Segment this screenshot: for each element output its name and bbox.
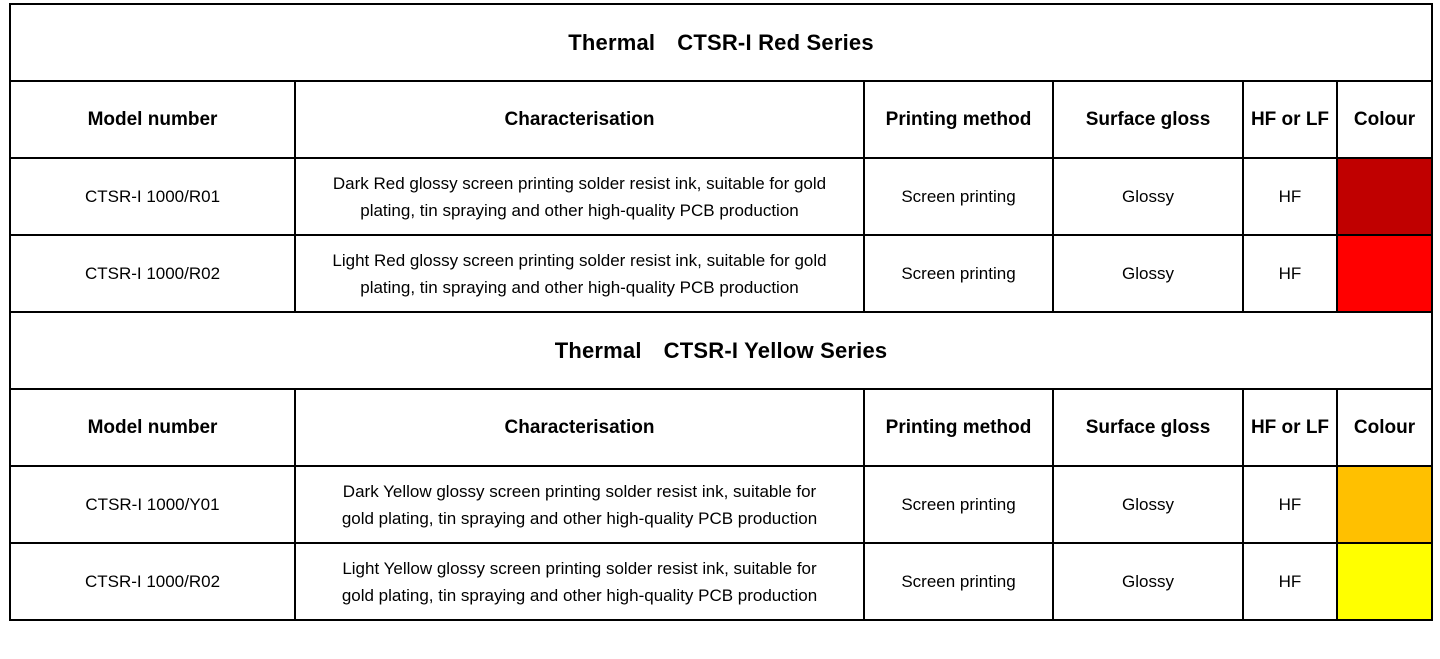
surface-gloss-cell: Glossy xyxy=(1053,158,1243,235)
table-row xyxy=(10,543,1432,620)
surface-gloss-cell: Glossy xyxy=(1053,235,1243,312)
characterisation-line: plating, tin spraying and other high-quality PCB production xyxy=(360,200,799,220)
section-title-row xyxy=(10,4,1432,81)
header-model: Model number xyxy=(10,81,295,158)
surface-gloss-cell: Glossy xyxy=(1053,466,1243,543)
header-printing-method: Printing method xyxy=(864,81,1053,158)
model-cell: CTSR-I 1000/R01 xyxy=(10,158,295,235)
header-hf-lf: HF or LF xyxy=(1243,389,1337,466)
header-hf-lf: HF or LF xyxy=(1243,81,1337,158)
characterisation-cell xyxy=(295,466,864,543)
header-surface-gloss: Surface gloss xyxy=(1053,81,1243,158)
hf-lf-cell: HF xyxy=(1243,466,1337,543)
characterisation-line: Light Red glossy screen printing solder resist ink, suitable for gold xyxy=(332,250,827,270)
characterisation-cell xyxy=(295,543,864,620)
header-row xyxy=(10,81,1432,158)
characterisation-cell xyxy=(295,235,864,312)
header-row xyxy=(10,389,1432,466)
colour-swatch xyxy=(1337,235,1432,312)
table-row xyxy=(10,158,1432,235)
product-table xyxy=(9,3,1433,621)
section-title xyxy=(10,4,1432,81)
characterisation-cell xyxy=(295,158,864,235)
section-title-series: CTSR-I Yellow Series xyxy=(663,338,888,363)
table-row xyxy=(10,466,1432,543)
section-title-series: CTSR-I Red Series xyxy=(677,30,874,55)
colour-swatch xyxy=(1337,543,1432,620)
header-model: Model number xyxy=(10,389,295,466)
surface-gloss-cell: Glossy xyxy=(1053,543,1243,620)
printing-method-cell: Screen printing xyxy=(864,158,1053,235)
model-cell: CTSR-I 1000/Y01 xyxy=(10,466,295,543)
model-cell: CTSR-I 1000/R02 xyxy=(10,235,295,312)
section-title-prefix: Thermal xyxy=(554,338,642,363)
header-characterisation: Characterisation xyxy=(295,81,864,158)
colour-swatch xyxy=(1337,466,1432,543)
header-surface-gloss: Surface gloss xyxy=(1053,389,1243,466)
hf-lf-cell: HF xyxy=(1243,158,1337,235)
section-title-prefix: Thermal xyxy=(568,30,656,55)
hf-lf-cell: HF xyxy=(1243,235,1337,312)
characterisation-line: plating, tin spraying and other high-quality PCB production xyxy=(360,277,799,297)
printing-method-cell: Screen printing xyxy=(864,543,1053,620)
model-cell: CTSR-I 1000/R02 xyxy=(10,543,295,620)
table-row xyxy=(10,235,1432,312)
characterisation-line: Dark Red glossy screen printing solder resist ink, suitable for gold xyxy=(332,173,827,193)
characterisation-line: gold plating, tin spraying and other high-quality PCB production xyxy=(341,585,818,605)
printing-method-cell: Screen printing xyxy=(864,235,1053,312)
hf-lf-cell: HF xyxy=(1243,543,1337,620)
header-characterisation: Characterisation xyxy=(295,389,864,466)
characterisation-line: Dark Yellow glossy screen printing solder resist ink, suitable for xyxy=(342,481,817,501)
colour-swatch xyxy=(1337,158,1432,235)
section-title-row xyxy=(10,312,1432,389)
characterisation-line: Light Yellow glossy screen printing solder resist ink, suitable for xyxy=(342,558,817,578)
section-title xyxy=(10,312,1432,389)
characterisation-line: gold plating, tin spraying and other high-quality PCB production xyxy=(341,508,818,528)
printing-method-cell: Screen printing xyxy=(864,466,1053,543)
header-colour: Colour xyxy=(1337,81,1432,158)
header-printing-method: Printing method xyxy=(864,389,1053,466)
header-colour: Colour xyxy=(1337,389,1432,466)
